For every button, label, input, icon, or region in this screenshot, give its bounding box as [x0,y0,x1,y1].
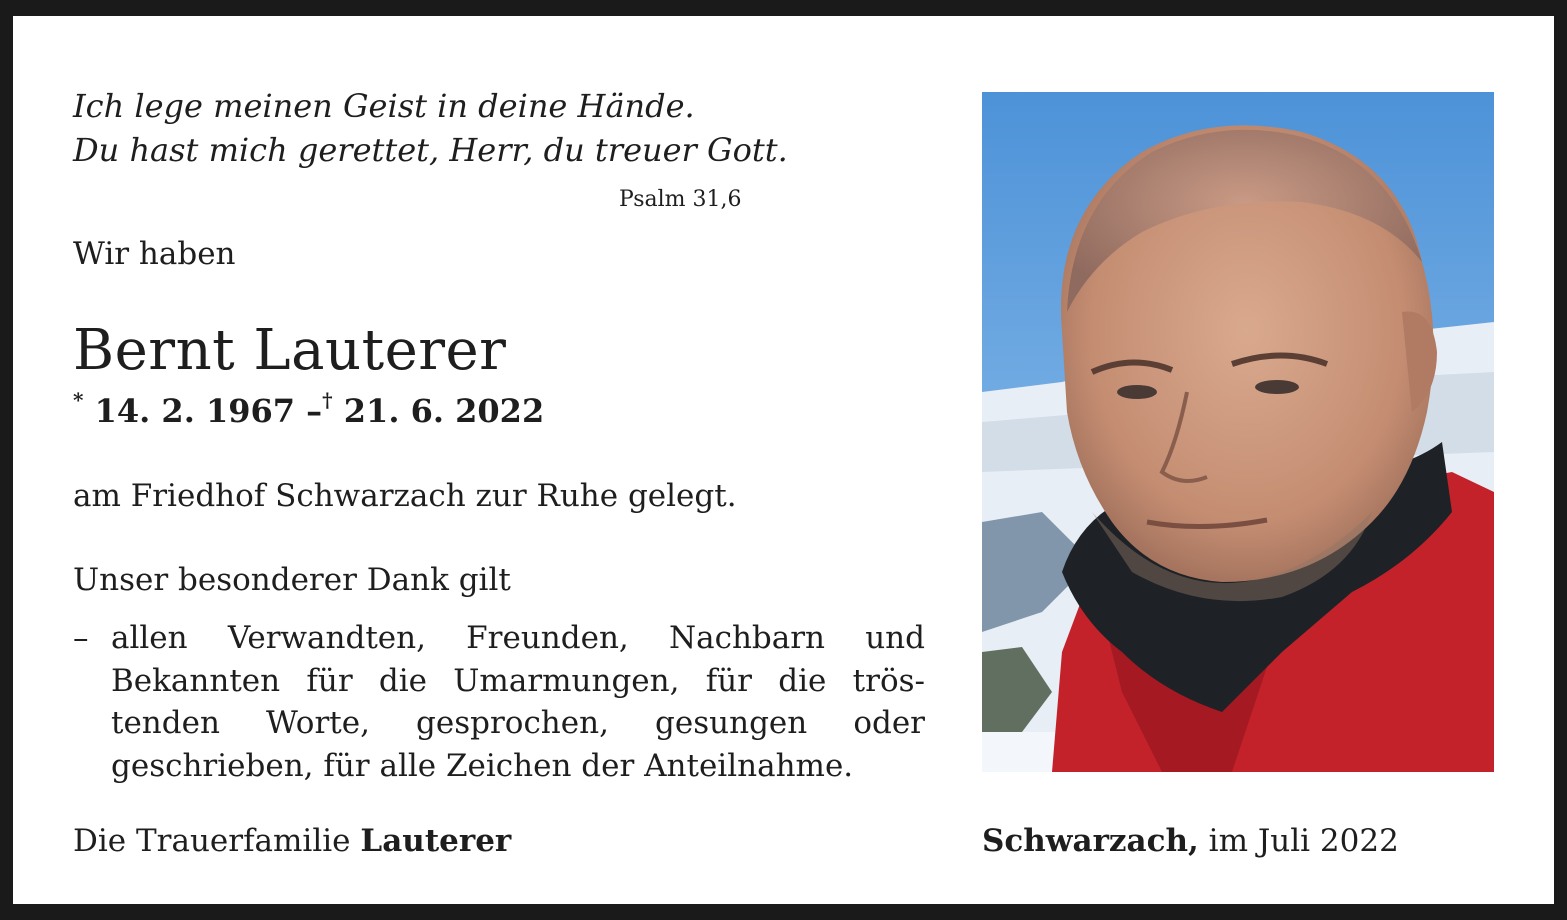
left-eye [1117,385,1157,399]
thanks-line: allen Verwandten, Freunden, Nachbarn und [111,620,925,656]
right-eye [1255,380,1299,394]
death-symbol: † [322,388,333,412]
birth-date: 14. 2. 1967 [94,392,296,430]
death-date: 21. 6. 2022 [343,392,545,430]
verse-line-1: Ich lege meinen Geist in deine Hände. [73,87,695,125]
list-dash: – [73,620,89,656]
thanks-heading: Unser besonderer Dank gilt [73,562,511,598]
thanks-line: tenden Worte, gesprochen, gesungen oder [111,705,925,741]
life-dates [73,388,545,430]
signature-family: Lauterer [360,823,512,859]
signature [73,823,511,859]
birth-symbol: * [73,388,84,412]
portrait-photo [982,92,1494,772]
date-separator: – [306,392,323,430]
thanks-item [111,617,925,787]
signature-prefix: Die Trauerfamilie [73,823,351,859]
place: Schwarzach, [982,823,1199,859]
deceased-name: Bernt Lauterer [73,318,507,383]
date: im Juli 2022 [1208,823,1399,859]
verse-line-2: Du hast mich gerettet, Herr, du treuer Gott. [73,131,788,169]
thanks-line: Bekannten für die Umarmungen, für die trös- [111,662,925,699]
place-date [982,823,1399,859]
thanks-line: geschrieben, für alle Zeichen der Anteilnahme. [111,747,854,784]
intro-text: Wir haben [73,236,236,272]
verse-source: Psalm 31,6 [619,187,742,212]
portrait-illustration [982,92,1494,772]
burial-text: am Friedhof Schwarzach zur Ruhe gelegt. [73,478,737,514]
